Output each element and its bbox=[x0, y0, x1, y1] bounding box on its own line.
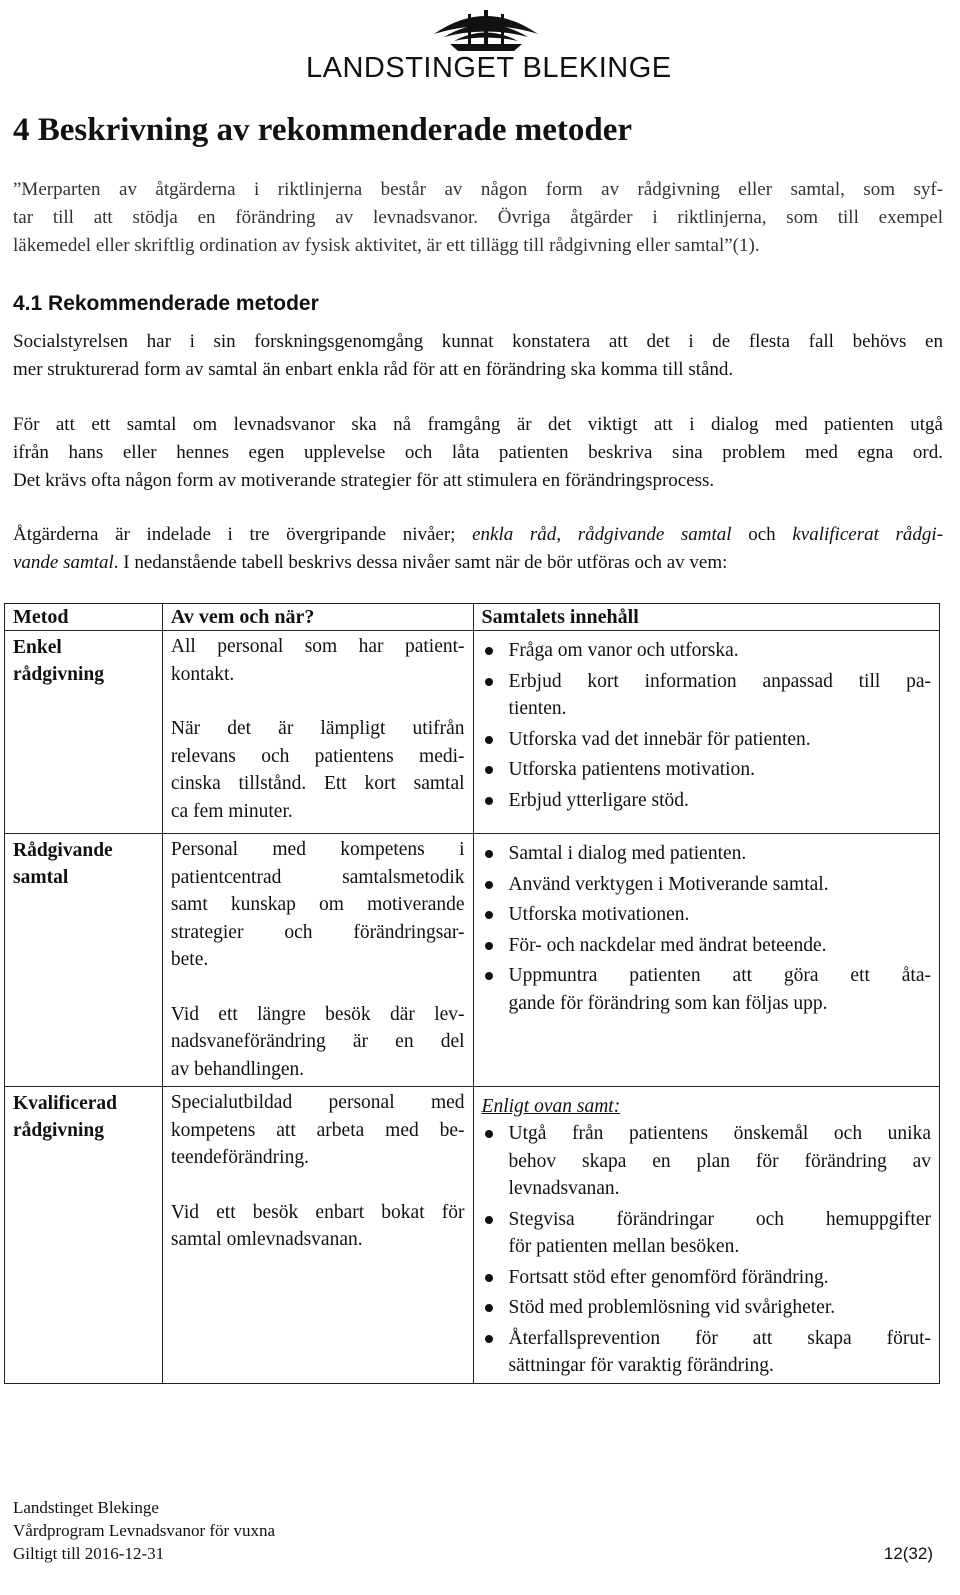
method-name-line: Kvalificerad bbox=[13, 1093, 117, 1114]
ship-logo-icon bbox=[430, 4, 542, 52]
paragraph-text: Åtgärderna är indelade i tre övergripande nivåer; bbox=[13, 524, 473, 545]
when-line: Vid ett besök enbart bokat för bbox=[170, 1201, 465, 1223]
bullet-icon bbox=[485, 647, 493, 655]
when-line: ca fem minuter. bbox=[170, 800, 293, 822]
when-line: av behandlingen. bbox=[170, 1058, 305, 1080]
who-line: Specialutbildad personal med bbox=[170, 1092, 465, 1113]
list-item-line: För- och nackdelar med ändrat beteende. bbox=[508, 934, 827, 956]
when-line: Vid ett längre besök där lev- bbox=[170, 1003, 465, 1025]
list-item bbox=[482, 840, 931, 868]
who-line: patientcentrad samtalsmetodik bbox=[170, 866, 465, 888]
paragraph-text: och bbox=[731, 524, 793, 545]
footer-document-title: Vårdprogram Levnadsvanor för vuxna bbox=[13, 1521, 275, 1540]
method-cell bbox=[5, 631, 163, 834]
emphasis-level-1: enkla råd bbox=[472, 524, 557, 545]
bullet-icon bbox=[485, 797, 493, 805]
table-header-row bbox=[5, 604, 940, 631]
column-header-who-when: Av vem och när? bbox=[162, 604, 473, 631]
paragraph-line: Det krävs ofta någon form av motiverande strategier för att stimulera en förändringsprocess. bbox=[13, 470, 715, 491]
quote-line: ”Merparten av åtgärderna i riktlinjerna består av någon form av rådgivning eller samtal, som syf- bbox=[13, 179, 943, 200]
list-item bbox=[482, 871, 931, 899]
list-item-line: Uppmuntra patienten att göra ett åta- bbox=[508, 965, 931, 986]
list-item-line: levnadsvanan. bbox=[508, 1178, 620, 1199]
list-item-line: Utgå från patientens önskemål och unika bbox=[508, 1123, 931, 1144]
who-line: Personal med kompetens i bbox=[170, 839, 465, 860]
footer-validity: Giltigt till 2016-12-31 bbox=[13, 1544, 165, 1563]
bullet-icon bbox=[485, 736, 493, 744]
content-list bbox=[482, 1120, 931, 1380]
page-heading: 4 Beskrivning av rekommenderade metoder bbox=[13, 112, 632, 148]
emphasis-level-3: vande samtal bbox=[13, 552, 114, 573]
paragraph-line bbox=[13, 521, 943, 549]
header-logo bbox=[0, 0, 960, 95]
paragraph-3 bbox=[13, 521, 943, 577]
list-item bbox=[482, 1120, 931, 1203]
page-number: 12(32) bbox=[883, 1544, 933, 1563]
page-footer bbox=[13, 1496, 933, 1565]
bullet-icon bbox=[485, 972, 493, 980]
when-line: När det är lämpligt utifrån bbox=[170, 718, 465, 739]
paragraph-gap bbox=[171, 974, 465, 1001]
list-item-line: Erbjud kort information anpassad till pa- bbox=[508, 670, 931, 692]
list-item-line: Utforska vad det innebär för patienten. bbox=[508, 728, 811, 750]
org-logo-text: LANDSTINGET BLEKINGE bbox=[306, 52, 672, 84]
quote-line: tar till att stödja en förändring av levnadsvanor. Övriga åtgärder i riktlinjerna, som till exempel bbox=[13, 207, 943, 228]
list-item bbox=[482, 756, 931, 784]
table-row bbox=[5, 834, 940, 1087]
who-line: All personal som har patient- bbox=[170, 636, 465, 657]
paragraph-gap bbox=[171, 688, 465, 715]
list-item-line: Samtal i dialog med patienten. bbox=[508, 843, 747, 864]
who-line: samt kunskap om motiverande bbox=[170, 894, 465, 915]
list-item-line: Använd verktygen i Motiverande samtal. bbox=[508, 873, 829, 895]
list-item bbox=[482, 901, 931, 929]
paragraph-line bbox=[13, 549, 943, 577]
who-line: kompetens att arbeta med be- bbox=[170, 1119, 465, 1141]
table-row bbox=[5, 1087, 940, 1384]
who-when-cell bbox=[162, 834, 473, 1087]
method-name-line: samtal bbox=[13, 867, 69, 888]
emphasis-level-2: rådgivande samtal bbox=[577, 524, 732, 545]
who-line: strategier och förändringsar- bbox=[170, 921, 465, 943]
bullet-icon bbox=[485, 911, 493, 919]
list-item-line: Erbjud ytterligare stöd. bbox=[508, 789, 689, 811]
method-name-line: Rådgivande bbox=[13, 840, 113, 861]
who-line: kontakt. bbox=[170, 663, 235, 685]
quote-line: läkemedel eller skriftlig ordination av fysisk aktivitet, är ett tillägg till rådgivning eller samtal”(1). bbox=[13, 235, 760, 256]
when-line: samtal omlevnadsvanan. bbox=[170, 1229, 363, 1250]
bullet-icon bbox=[485, 850, 493, 858]
bullet-icon bbox=[485, 1130, 493, 1138]
list-item-line: behov skapa en plan för förändring av bbox=[508, 1150, 931, 1172]
list-item-line: gande för förändring som kan följas upp. bbox=[508, 992, 828, 1014]
list-item bbox=[482, 1206, 931, 1261]
paragraph-line: Socialstyrelsen har i sin forskningsgenomgång kunnat konstatera att det i de flesta fall behövs en bbox=[13, 331, 943, 352]
list-item bbox=[482, 1325, 931, 1380]
method-cell bbox=[5, 834, 163, 1087]
paragraph-line: ifrån hans eller hennes egen upplevelse och låta patienten beskriva sina problem med egna ord. bbox=[13, 442, 943, 463]
when-line: relevans och patientens medi- bbox=[170, 745, 465, 767]
list-item-line: Återfallsprevention för att skapa förut- bbox=[508, 1327, 931, 1349]
quote-paragraph bbox=[13, 176, 943, 260]
bullet-icon bbox=[485, 881, 493, 889]
footer-organization: Landstinget Blekinge bbox=[13, 1498, 159, 1517]
paragraph-line: För att ett samtal om levnadsvanor ska nå framgång är det viktigt att i dialog med patienten utgå bbox=[13, 414, 943, 435]
content-list bbox=[482, 840, 931, 1017]
bullet-icon bbox=[485, 1335, 493, 1343]
list-item bbox=[482, 787, 931, 815]
paragraph-gap bbox=[171, 1172, 465, 1199]
list-item bbox=[482, 932, 931, 960]
method-cell bbox=[5, 1087, 163, 1384]
bullet-icon bbox=[485, 1216, 493, 1224]
bullet-icon bbox=[485, 1304, 493, 1312]
section-heading: 4.1 Rekommenderade metoder bbox=[13, 292, 319, 315]
bullet-icon bbox=[485, 942, 493, 950]
bullet-icon bbox=[485, 678, 493, 686]
when-line: nadsvaneförändring är en del bbox=[170, 1031, 465, 1052]
paragraph-text: , bbox=[556, 524, 578, 545]
methods-table bbox=[4, 603, 940, 1384]
paragraph-line: mer strukturerad form av samtal än enbart enkla råd för att en förändring ska komma till stånd. bbox=[13, 359, 734, 380]
who-when-cell bbox=[162, 631, 473, 834]
list-item bbox=[482, 668, 931, 723]
content-intro: Enligt ovan samt: bbox=[481, 1096, 621, 1117]
list-item-line: tienten. bbox=[508, 698, 567, 719]
list-item-line: Stöd med problemlösning vid svårigheter. bbox=[508, 1297, 836, 1318]
list-item-line: för patienten mellan besöken. bbox=[508, 1236, 740, 1257]
bullet-icon bbox=[485, 766, 493, 774]
list-item-line: sättningar för varaktig förändring. bbox=[508, 1355, 774, 1376]
list-item-line: Fråga om vanor och utforska. bbox=[508, 640, 739, 661]
paragraph-text: . I nedanstående tabell beskrivs dessa nivåer samt när de bör utföras och av vem: bbox=[113, 552, 728, 573]
bullet-icon bbox=[485, 1274, 493, 1282]
list-item bbox=[482, 962, 931, 1017]
column-header-content: Samtalets innehåll bbox=[473, 604, 939, 631]
content-list bbox=[482, 637, 931, 814]
list-item bbox=[482, 1264, 931, 1292]
content-cell bbox=[473, 1087, 939, 1384]
list-item-line: Utforska motivationen. bbox=[508, 904, 690, 925]
emphasis-level-3: kvalificerat rådgi- bbox=[792, 524, 944, 545]
who-line: bete. bbox=[170, 949, 209, 970]
when-line: cinska tillstånd. Ett kort samtal bbox=[170, 773, 465, 794]
list-item-line: Fortsatt stöd efter genomförd förändring. bbox=[508, 1266, 829, 1288]
list-item-line: Utforska patientens motivation. bbox=[508, 759, 755, 780]
who-line: teendeförändring. bbox=[170, 1147, 309, 1168]
list-item-line: Stegvisa förändringar och hemuppgifter bbox=[508, 1208, 931, 1230]
list-item bbox=[482, 1294, 931, 1322]
method-name-line: rådgivning bbox=[13, 664, 105, 685]
column-header-method: Metod bbox=[5, 604, 163, 631]
table-row bbox=[5, 631, 940, 834]
content-cell bbox=[473, 631, 939, 834]
paragraph-2 bbox=[13, 411, 943, 495]
list-item bbox=[482, 726, 931, 754]
method-name-line: rådgivning bbox=[13, 1120, 105, 1141]
paragraph-1 bbox=[13, 328, 943, 384]
who-when-cell bbox=[162, 1087, 473, 1384]
method-name-line: Enkel bbox=[13, 637, 62, 658]
list-item bbox=[482, 637, 931, 665]
content-cell bbox=[473, 834, 939, 1087]
